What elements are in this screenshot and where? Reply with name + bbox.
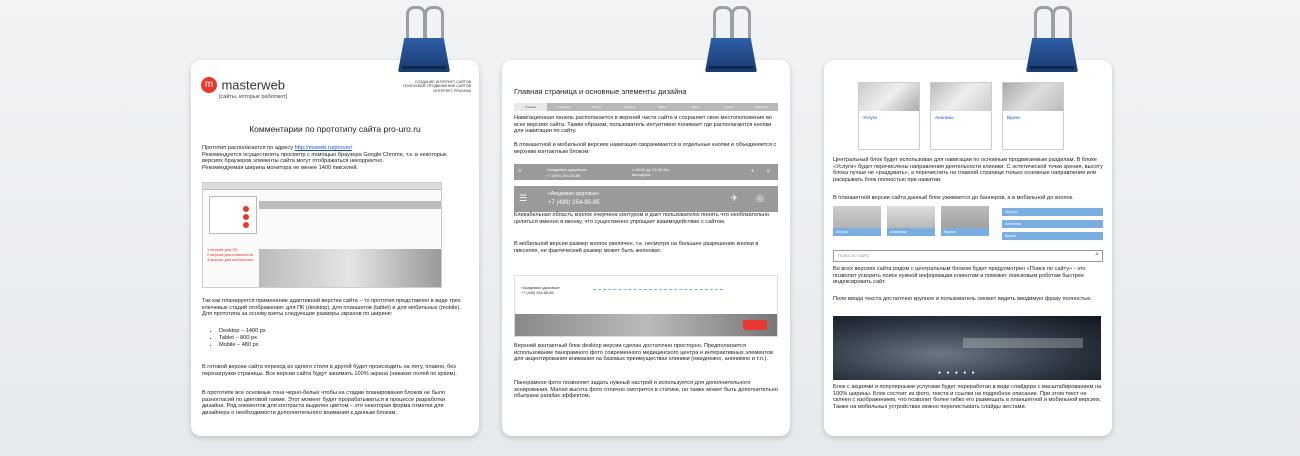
prototype-screenshot: 1 версия для ПК 2 версия для планшетов 3 версия для мобильных <box>202 182 442 288</box>
page-title: Комментарии по прототипу сайта pro-uro.ru <box>249 124 421 134</box>
binder-clip-2 <box>705 6 757 74</box>
nav-paragraph: Навигационная панель располагается в верхней части сайта и сохраняет свое местоположение во всех версиях сайта. Таким образом, пользователь интуитивно понимает где располагаются кнопки для навигации по сайту. <box>514 115 772 135</box>
service-card-1: Услуги <box>858 82 920 150</box>
brand-tagline: [сайты, которые работают] <box>219 94 288 100</box>
mobile-button-analyses: Анализы <box>1002 220 1103 228</box>
prototype-link[interactable]: http://msweb.ru/prouro/ <box>294 145 353 151</box>
service-card-2: Анализы <box>930 82 992 150</box>
search-paragraph: Во всех версиях сайта рядом с центральным блоком будет предусмотрен «Поиск по сайту» - это позволит ускорить поиск нужной информации клиентам и поможет поисковым роботам быстрее индексировать сайт. <box>833 266 1086 286</box>
clickable-paragraph: Кликабельная область кнопок очерчена контуром и дает пользователю понять что необязательно целиться именно в иконку, что существенно упрощает взаимодействие с сайтом. <box>514 212 770 225</box>
binder-clip-1 <box>398 6 450 74</box>
brand-services: СОЗДАНИЕ ИНТЕРНЕТ-САЙТОВ ПОИСКОВОЕ ПРОДВИЖЕНИЕ САЙТОВ ИНТЕРНЕТ-РЕКЛАМА <box>403 80 471 93</box>
panorama-paragraph: Панорамное фото позволяет задать нужный настрой и используется для дополнительного зонирования. Малая высота фото отлично смотрится в статике, но также может быть дополнительно обыграна parallax эффектом. <box>514 380 778 400</box>
brand-logo: m masterweb [сайты, которые работают] <box>201 76 287 100</box>
mobile-paragraph: В мобильной версии размер кнопок увеличен, т.к. несмотря на большее разрешение кнопки в пикселях, ее фактический размер может быть желноват. <box>514 241 759 254</box>
adaptive-paragraph: Так как планируется применение адаптивной верстки сайта – то прототип представлен в виде трех ключевых стадий отображения: для ПК (desktop), для планшетов (tablet) и для мобильных (mobile). Для прототипа за основу взяты следующие размеры экранов по ширине: <box>202 298 461 318</box>
mobile-header-mock: ☰ «Академия здоровья» +7 (499) 254-85-85 ✈ ◎ <box>514 186 778 212</box>
service-card-3: Врачи <box>1002 82 1064 150</box>
document-page-1 <box>191 60 479 436</box>
section-title: Главная страница и основные элементы дизайна <box>514 87 687 96</box>
mobile-button-doctors: Врачи <box>1002 232 1103 240</box>
screen-size-list: • Desktop – 1400 px • Tablet – 800 px • Mobile – 480 px <box>209 328 266 349</box>
desktop-contact-mock: «Академия здоровья» +7 (499) 254-85-85 <box>514 275 778 337</box>
colors-paragraph: В прототипе все основные тона черно-белые чтобы на стадии планирования блоков не было разногласий по цветовой гамме. Этот момент будет прорабатываться в процессе разработки дизайна. Ряд элементов для контраста выделен цветом – это некоторая форма отметки для дизайнера о необходимости дополнительного внимания к данным блокам. <box>202 390 446 416</box>
binder-clip-3 <box>1026 6 1078 74</box>
search-input-mock: Поиск по сайту ⌕ <box>833 250 1103 262</box>
intro-text: Прототип располагается по адресу http://msweb.ru/prouro/ Рекомендуется осуществлять просмотр с помощью браузера Google Chrome, т.к. в некоторых версиях браузеров элементы сайта могут отображаться некорректно. Рекомендуемая ширина монитора не менее 1400 пикселей. <box>202 145 447 171</box>
tablet-banners: Услуги Анализы Врачи <box>833 206 993 240</box>
desktop-block-paragraph: Верхний контактный блок desktop версии сделан достаточно просторно. Предполагается использование панорамного фото современного медицинского центра и интерактивных элементов для акцентирования внимания на базовых преимуществах клиники (ежедневно, анонимно и т.п.). <box>514 343 773 363</box>
document-page-3 <box>824 60 1112 436</box>
brand-name: masterweb <box>221 77 286 93</box>
document-page-2 <box>502 60 790 436</box>
mobile-button-services: Услуги <box>1002 208 1103 216</box>
search-icon: ⌕ <box>1095 251 1099 258</box>
tablet-banners-paragraph: В планшетной версии сайта данный блок ужимается до баннеров, а в мобильной до кнопок. <box>833 195 1074 201</box>
tablet-header-mock: ☰ «Академия здоровья» +7 (499) 254-85-85 с 09:00 до 21:00 без выходных ✈ ◎ <box>514 164 778 180</box>
promo-slider-photo: ● ● ● ● ● <box>833 316 1101 380</box>
central-block-paragraph: Центральный блок будет использован для навигации по основным продвигаемым разделам. В блоке «Услуги» будет перечислены направления деятельности клиники. С эстетической точки зрения, высоту блока лучше не «раздувать», а перечислить на главной странице только основные направления или раскрывать блок полностью при нажатии. <box>833 157 1103 183</box>
transition-paragraph: В готовой версии сайта переход из одного стиля в другой будет происходить на лету, плавно, без перезагрузки страницы. Все версии сайта будут занимать 100% экрана (никаких полей по краям). <box>202 364 457 377</box>
input-paragraph: Поле ввода текста достаточно крупное и пользователь сможет видеть вводимую фразу полностью. <box>833 296 1092 302</box>
nav-bar-mock: Главная О клинике Услуги Анализы Врачи Цены Статьи Контакты <box>514 103 778 111</box>
slider-paragraph: Блок с акциями и популярными услугами будет переработан в виде слайдера с масштабированием на 100% ширины. Блок состоит из фото, текста и ссылки на подробное описание. При этом текст не склеен с изображением, что позволит более гибко его размещать в планшетной и мобильной версиях. Также на мобильных устройствах можно перелистывать слайды жестами. <box>833 384 1102 410</box>
tablet-paragraph: В планшетной и мобильной версиях навигация сворачивается в отдельные кнопки и объединяется с верхним контактным блоком: <box>514 142 777 155</box>
